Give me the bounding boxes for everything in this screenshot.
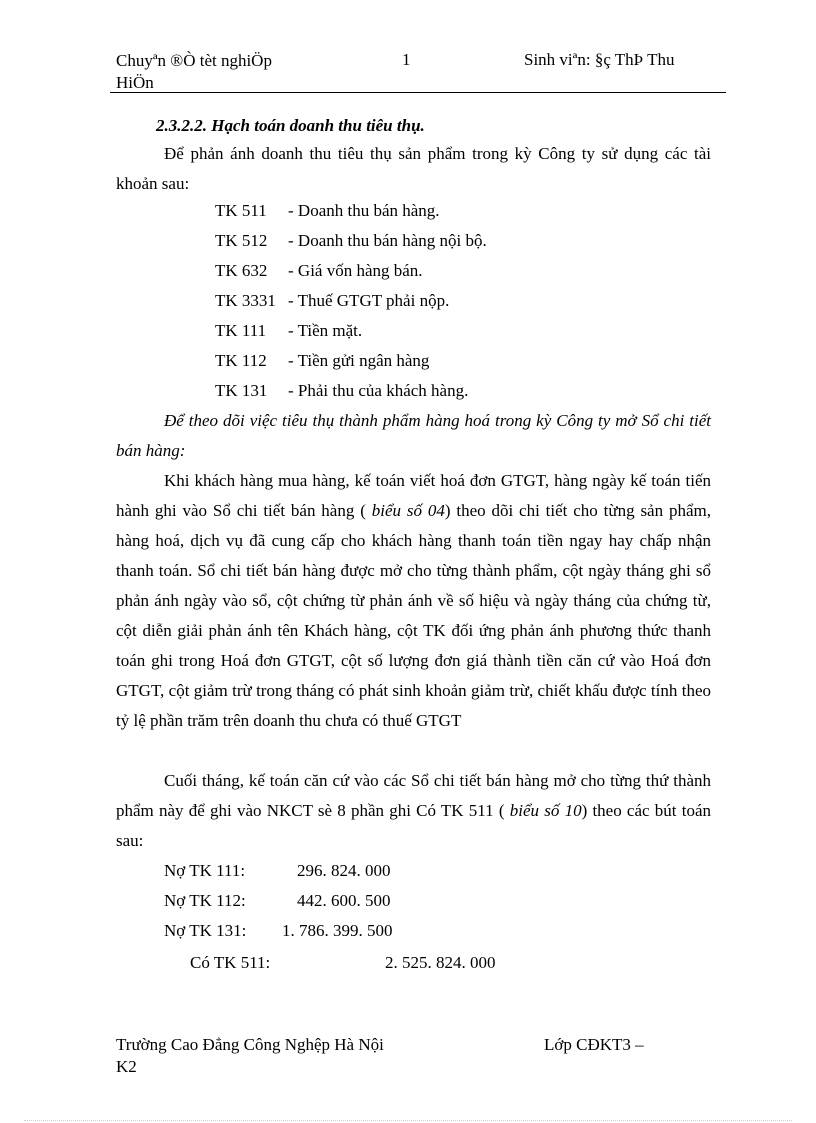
para3-text-a: Cuối tháng, kế toán căn cứ vào các Sổ chi tiết bán hàng mở cho từng thứ thành phẩm này để ghi vào NKCT sè 8 phần ghi Có TK 511 (	[116, 771, 711, 820]
header-divider	[110, 92, 726, 93]
entry-amount: 442. 600. 500	[297, 891, 391, 910]
account-code: TK 112	[215, 351, 267, 370]
account-desc: - Thuế GTGT phải nộp.	[288, 291, 450, 310]
footer-school: Trường Cao Đẳng Công Nghệp Hà Nội	[116, 1035, 384, 1054]
account-item	[215, 291, 449, 311]
account-desc: - Giá vốn hàng bán.	[288, 261, 423, 280]
account-item	[215, 231, 487, 251]
account-item	[215, 201, 440, 221]
entry-label: Nợ TK 112:	[164, 891, 246, 910]
para3-text-b: ) theo các bút toán sau:	[116, 801, 711, 850]
entry-label: Có TK 511:	[190, 953, 271, 972]
para2-text-b: ) theo dõi chi tiết cho từng sản phẩm, hàng hoá, dịch vụ đã cung cấp cho khách hàng thanh toán tiền ngay hay chấp nhận thanh toán. Sổ chi tiết bán hàng được mở cho từng thành phẩm, cột ngày tháng ghi sổ phản ánh ngày vào sổ, cột chứng từ phản ánh về số hiệu và ngày tháng của chứng từ, cột diễn giải phản ánh tên Khách hàng, cột TK đối ứng phản ánh phương thức thanh toán ghi trong Hoá đơn GTGT, cột số lượng đơn giá thành tiền căn cứ vào Hoá đơn GTGT, cột giảm trừ trong tháng có phát sinh khoản giảm trừ, chiết khấu được tính theo tỷ lệ phần trăm trên doanh thu chưa có thuế GTGT	[116, 501, 711, 730]
header-student-name: Sinh viªn: §ç ThÞ Thu	[524, 50, 675, 69]
para2-text-a: Khi khách hàng mua hàng, kế toán viết hoá đơn GTGT, hàng ngày kế toán tiến hành ghi vào Sổ chi tiết bán hàng (	[116, 471, 711, 520]
italic-note	[116, 406, 711, 466]
header-thesis-title	[116, 50, 272, 94]
account-code: TK 632	[215, 261, 268, 280]
footer-class: Lớp CĐKT3 –	[544, 1035, 644, 1054]
sales-ledger-paragraph	[116, 466, 711, 736]
account-code: TK 131	[215, 381, 268, 400]
account-item	[215, 381, 468, 401]
para3-reference: biểu số 10	[504, 801, 582, 820]
intro-text: Để phản ánh doanh thu tiêu thụ sản phẩm trong kỳ Công ty sử dụng các tài khoản sau:	[116, 144, 711, 193]
header-title-line2: HiÖn	[116, 73, 154, 92]
account-desc: - Phải thu của khách hàng.	[288, 381, 469, 400]
account-desc: - Doanh thu bán hàng nội bộ.	[288, 231, 487, 250]
header-title-line1: Chuyªn ®Ò tèt nghiÖp	[116, 51, 272, 70]
account-code: TK 111	[215, 321, 267, 340]
account-code: TK 512	[215, 231, 268, 250]
entry-amount: 1. 786. 399. 500	[282, 921, 393, 940]
entry-label: Nợ TK 131:	[164, 921, 247, 940]
account-desc: - Tiền mặt.	[288, 321, 363, 340]
month-end-paragraph	[116, 766, 711, 856]
entry-label: Nợ TK 111:	[164, 861, 246, 880]
page-header	[116, 50, 726, 92]
para2-reference: biểu số 04	[365, 501, 445, 520]
account-code: TK 3331	[215, 291, 276, 310]
section-heading: 2.3.2.2. Hạch toán doanh thu tiêu thụ.	[156, 116, 425, 135]
account-item	[215, 351, 429, 371]
page-number: 1	[402, 50, 411, 69]
page-bottom-border	[24, 1120, 792, 1121]
entry-amount: 2. 525. 824. 000	[385, 953, 496, 972]
footer-class-cont: K2	[116, 1057, 137, 1076]
account-desc: - Doanh thu bán hàng.	[288, 201, 440, 220]
account-code: TK 511	[215, 201, 267, 220]
italic-note-text: Để theo dõi việc tiêu thụ thành phẩm hàng hoá trong kỳ Công ty mở Sổ chi tiết bán hàng:	[116, 411, 711, 460]
account-desc: - Tiền gửi ngân hàng	[288, 351, 430, 370]
account-item	[215, 261, 423, 281]
intro-paragraph	[116, 139, 711, 199]
account-item	[215, 321, 362, 341]
entry-amount: 296. 824. 000	[297, 861, 391, 880]
